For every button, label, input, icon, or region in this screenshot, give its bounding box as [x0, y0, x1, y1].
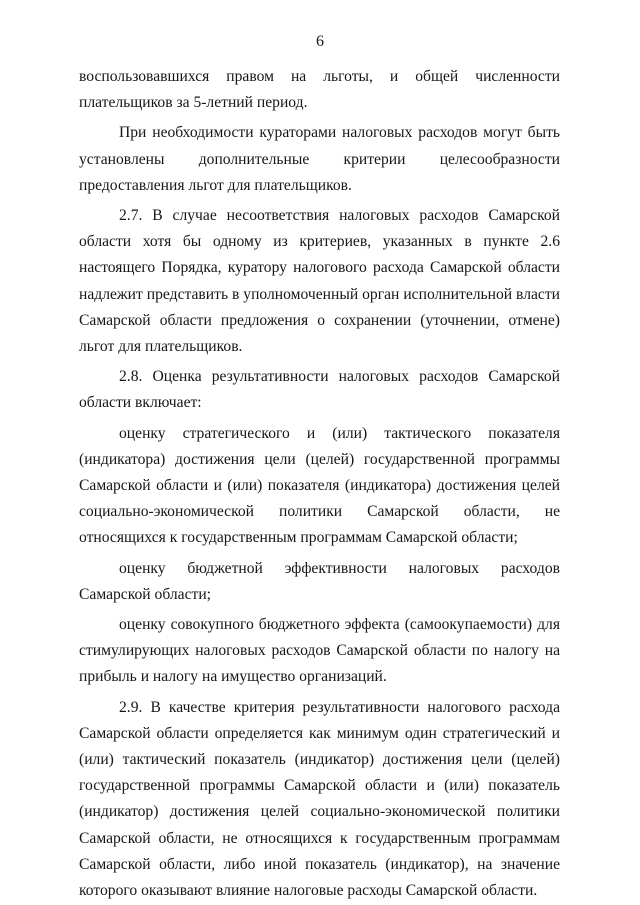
- list-item-budget-efficiency: оценку бюджетной эффективности налоговых расходов Самарской области;: [79, 559, 560, 603]
- paragraph-2-8: 2.8. Оценка результативности налоговых расходов Самарской области включает:: [79, 368, 560, 412]
- paragraph-2-9: 2.9. В качестве критерия результативности налогового расхода Самарской области определяется как минимум один стратегический и (или) тактический показатель (индикатор) достижения цели (целей) государственной программы Самарской области и (или) показатель (индикатор) достижения целей социально-экономической политики Самарской области, не относящихся к государственным программам Самарской области, либо иной показатель (индикатор), на значение которого оказывают влияние налоговые расходы Самарской области.: [79, 698, 560, 900]
- document-body: [79, 64, 560, 904]
- paragraph-2-7: 2.7. В случае несоответствия налоговых расходов Самарской области хотя бы одному из критериев, указанных в пункте 2.6 настоящего Порядка, куратору налогового расхода Самарской области надлежит представить в уполномоченный орган исполнительной власти Самарской области предложения о сохранении (уточнении, отмене) льгот для плательщиков.: [79, 207, 560, 356]
- list-item-cumulative-effect: оценку совокупного бюджетного эффекта (самоокупаемости) для стимулирующих налоговых расходов Самарской области по налогу на прибыль и налогу на имущество организаций.: [79, 616, 560, 686]
- paragraph-additional-criteria: При необходимости кураторами налоговых расходов могут быть установлены дополнительные критерии целесообразности предоставления льгот для плательщиков.: [79, 124, 560, 194]
- list-item-strategic-indicator: оценку стратегического и (или) тактического показателя (индикатора) достижения цели (целей) государственной программы Самарской области и (или) показателя (индикатора) достижения целей социально-экономической политики Самарской области, не относящихся к государственным программам Самарской области;: [79, 424, 560, 547]
- paragraph-continuation: воспользовавшихся правом на льготы, и общей численности плательщиков за 5-летний период.: [79, 68, 560, 112]
- page-number: 6: [316, 33, 324, 50]
